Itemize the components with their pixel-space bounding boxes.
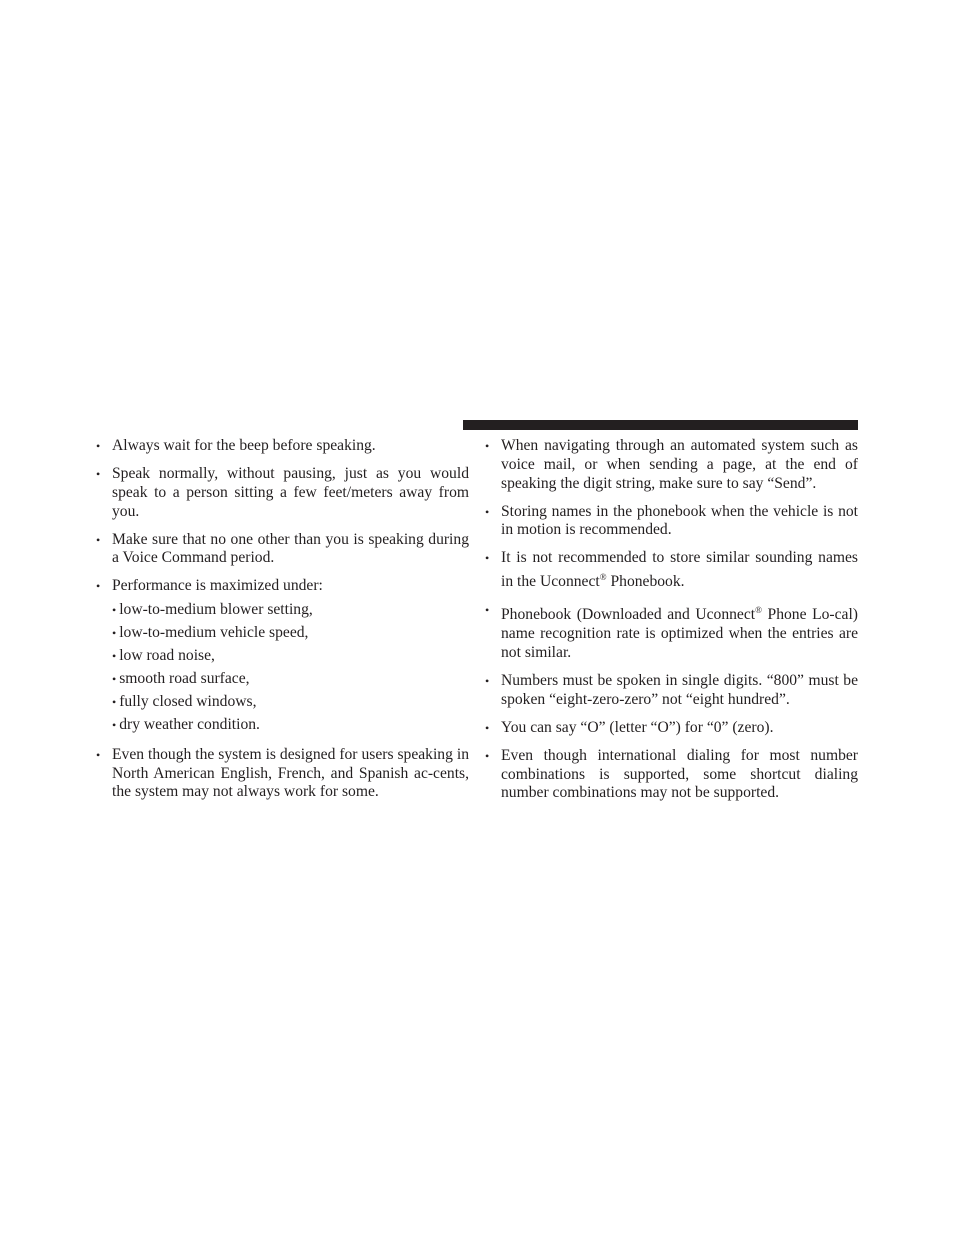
- list-item-text: Even though the system is designed for users speaking in North American English, French, and Spanish ac-cents, the system may not always work for some.: [112, 745, 469, 801]
- list-item-text: Storing names in the phonebook when the vehicle is not in motion is recommended.: [501, 502, 858, 539]
- bullet-icon: •: [96, 466, 101, 481]
- sub-list: [112, 599, 469, 736]
- sub-list-item: [112, 599, 469, 622]
- list-item-text: Always wait for the beep before speaking.: [112, 437, 376, 454]
- list-item-text: Numbers must be spoken in single digits. “800” must be spoken “eight-zero-zero” not “eight hundred”.: [501, 672, 858, 708]
- sub-list-item-text: smooth road surface,: [119, 669, 250, 687]
- list-item: [96, 531, 469, 569]
- list-item: [485, 672, 858, 710]
- bullet-icon: •: [96, 579, 101, 594]
- bullet-icon: •: [485, 674, 490, 689]
- bullet-icon: •: [96, 532, 101, 547]
- text-segment: Phone Lo-cal) name recognition rate is optimized when the entries are not similar.: [501, 606, 858, 662]
- sub-bullet-icon: •: [112, 671, 117, 686]
- bullet-icon: •: [485, 603, 490, 618]
- list-item-text: [501, 549, 858, 592]
- text-segment: Phonebook.: [606, 573, 685, 591]
- list-item: [485, 719, 858, 738]
- registered-mark: ®: [755, 605, 762, 616]
- sub-list-item: [112, 622, 469, 645]
- list-item-text: Make sure that no one other than you is speaking during a Voice Command period.: [112, 530, 469, 567]
- list-item: [96, 746, 469, 802]
- list-item: [96, 577, 469, 736]
- bullet-icon: •: [96, 439, 101, 453]
- list-item: [485, 549, 858, 592]
- right-column: [485, 437, 858, 812]
- list-item: [485, 437, 858, 493]
- sub-bullet-icon: •: [112, 626, 117, 641]
- bullet-icon: •: [485, 504, 490, 519]
- sub-list-item: [112, 714, 469, 737]
- sub-list-item-text: fully closed windows,: [119, 692, 257, 710]
- list-item: [96, 465, 469, 521]
- text-segment: Phonebook (Downloaded and Uconnect: [501, 606, 756, 624]
- bullet-icon: •: [485, 720, 490, 735]
- list-item: [96, 437, 469, 456]
- bullet-icon: •: [485, 439, 490, 453]
- list-item-text: You can say “O” (letter “O”) for “0” (zero).: [501, 718, 774, 736]
- sub-bullet-icon: •: [112, 717, 117, 732]
- list-item-text: [501, 601, 858, 663]
- sub-bullet-icon: •: [112, 648, 117, 663]
- registered-mark: ®: [599, 572, 607, 583]
- sub-list-item: [112, 668, 469, 691]
- list-item-text: Even though international dialing for most number combinations is supported, some shortcut dialing number combinations may not be supported.: [501, 746, 858, 802]
- sub-list-item: [112, 645, 469, 668]
- list-item: [485, 747, 858, 803]
- sub-bullet-icon: •: [112, 694, 117, 709]
- list-item: [485, 601, 858, 663]
- list-item-text: Performance is maximized under:: [112, 577, 323, 595]
- sub-list-item-text: low-to-medium blower setting,: [119, 601, 313, 619]
- sub-bullet-icon: •: [112, 603, 117, 618]
- sub-list-item: [112, 691, 469, 714]
- right-bullet-list: [485, 437, 858, 803]
- sub-list-item-text: low-to-medium vehicle speed,: [119, 624, 309, 642]
- list-item-text: When navigating through an automated system such as voice mail, or when sending a page, at the end of speaking the digit string, make sure to say “Send”.: [501, 437, 858, 492]
- left-column: [96, 437, 469, 811]
- bullet-icon: •: [485, 551, 490, 566]
- text-segment: It is not recommended to store similar sounding names in the Uconnect: [501, 549, 858, 591]
- list-item-text: Speak normally, without pausing, just as you would speak to a person sitting a few feet/meters away from you.: [112, 464, 469, 520]
- section-header-bar: [463, 420, 858, 430]
- list-item: [485, 503, 858, 541]
- sub-list-item-text: low road noise,: [119, 646, 215, 664]
- left-bullet-list: [96, 437, 469, 802]
- bullet-icon: •: [96, 747, 101, 762]
- bullet-icon: •: [485, 748, 490, 763]
- sub-list-item-text: dry weather condition.: [119, 715, 260, 733]
